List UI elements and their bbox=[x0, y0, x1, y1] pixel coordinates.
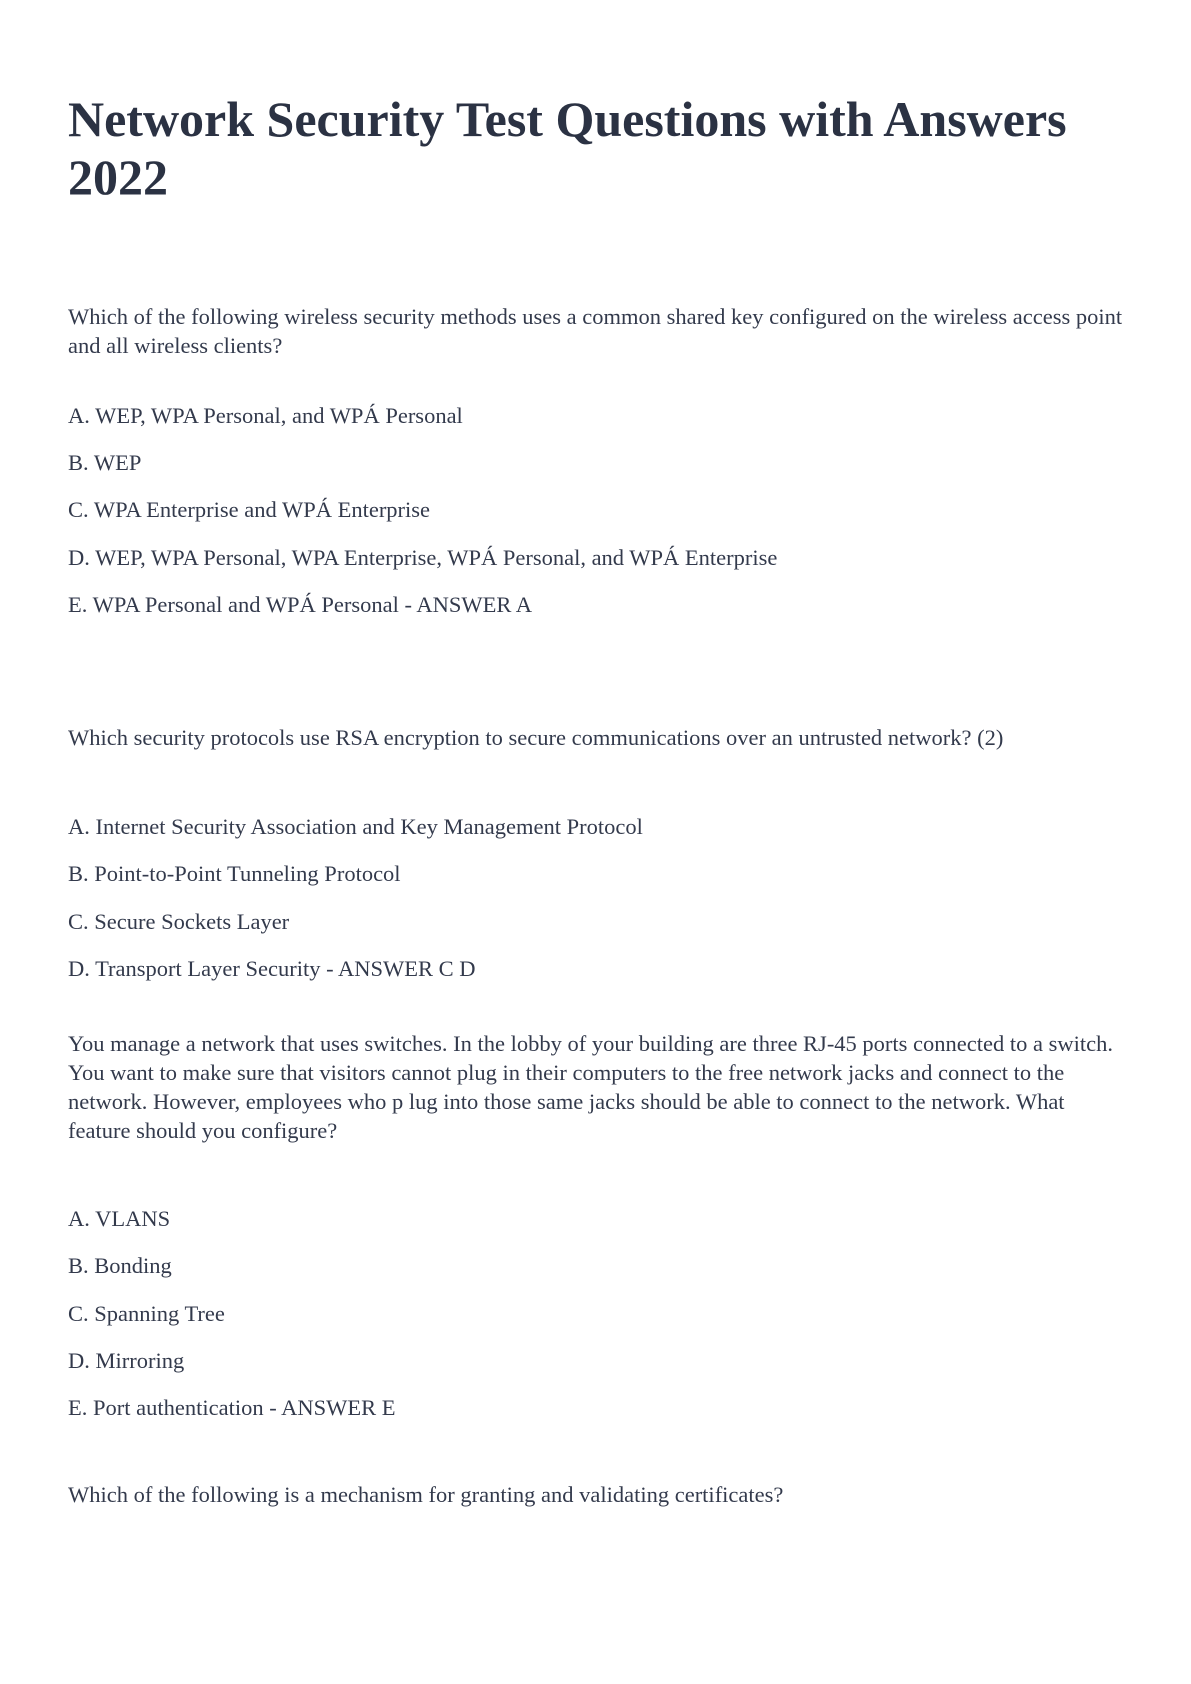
question-3-option-b: B. Bonding bbox=[68, 1253, 172, 1278]
question-2-option-c: C. Secure Sockets Layer bbox=[68, 909, 290, 934]
question-4-text: Which of the following is a mechanism for granting and validating certificates? bbox=[68, 1482, 784, 1507]
question-1-text: Which of the following wireless security methods uses a common shared key configured on the wireless access point and all wireless clients? bbox=[68, 304, 1123, 358]
question-3-option-d: D. Mirroring bbox=[68, 1348, 185, 1373]
question-1-option-b: B. WEP bbox=[68, 450, 142, 475]
document-title: Network Security Test Questions with Answers 2022 bbox=[68, 91, 1067, 205]
question-2-option-a: A. Internet Security Association and Key Management Protocol bbox=[68, 814, 643, 839]
question-2-option-b: B. Point-to-Point Tunneling Protocol bbox=[68, 861, 401, 886]
question-3-option-e: E. Port authentication - ANSWER E bbox=[68, 1395, 396, 1420]
question-1-option-c: C. WPA Enterprise and WPÁ Enterprise bbox=[68, 497, 431, 522]
question-1-option-e: E. WPA Personal and WPÁ Personal - ANSWER A bbox=[68, 592, 532, 617]
question-2-option-d: D. Transport Layer Security - ANSWER C D bbox=[68, 956, 476, 981]
question-3-option-c: C. Spanning Tree bbox=[68, 1301, 225, 1326]
question-3-option-a: A. VLANS bbox=[68, 1206, 171, 1231]
question-2-text: Which security protocols use RSA encryption to secure communications over an untrusted network? (2) bbox=[68, 725, 1004, 750]
question-3-text: You manage a network that uses switches. In the lobby of your building are three RJ-45 ports connected to a switch. You want to make sure that visitors cannot plug in their computers to the free network jacks and connect to the network. However, employees who p lug into those same jacks should be able to connect to the network. What feature should you configure? bbox=[68, 1031, 1113, 1143]
question-1-option-a: A. WEP, WPA Personal, and WPÁ Personal bbox=[68, 403, 463, 428]
question-1-option-d: D. WEP, WPA Personal, WPA Enterprise, WPÁ Personal, and WPÁ Enterprise bbox=[68, 545, 778, 570]
